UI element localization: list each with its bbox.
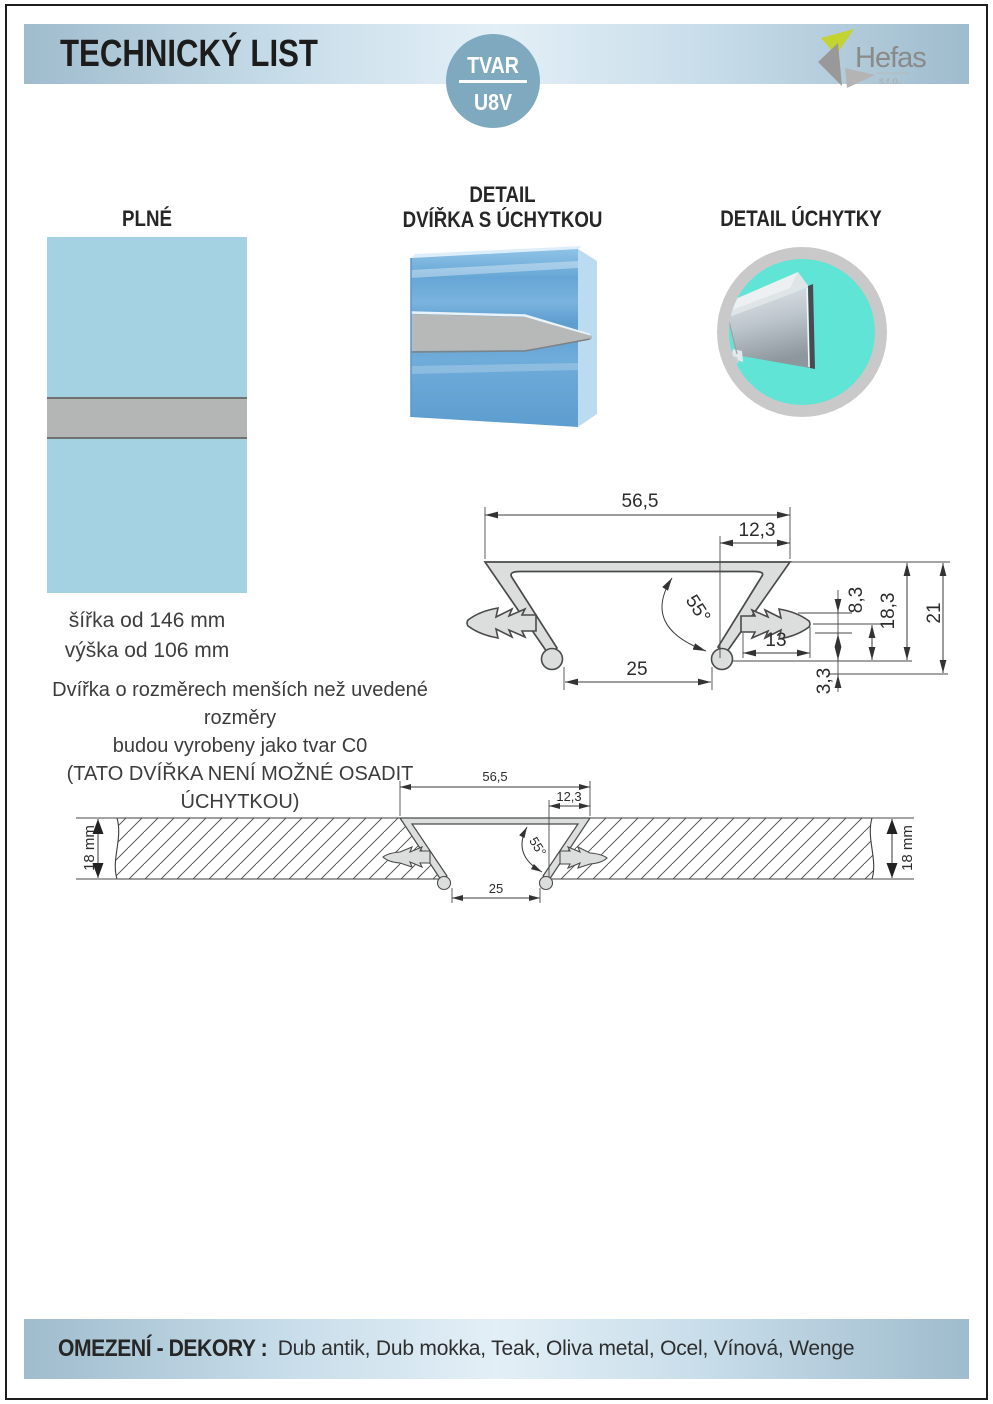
dim2-angle: 55°	[526, 834, 550, 859]
note-line3: (TATO DVÍŘKA NENÍ MOŽNÉ OSADIT ÚCHYTKOU)	[66, 763, 414, 813]
dim-width-bottom: 25	[626, 659, 648, 680]
logo-text: Hefas	[855, 42, 926, 74]
left-foot-small	[438, 877, 451, 890]
door-3d-image	[405, 243, 605, 433]
panel-section-drawing	[55, 765, 930, 910]
page-title: TECHNICKÝ LIST	[60, 33, 318, 75]
left-foot	[542, 649, 563, 670]
handle-detail-title: DETAIL ÚCHYTKY	[720, 206, 882, 231]
left-panel-section	[115, 818, 443, 879]
panel-sections	[115, 818, 873, 879]
shape-badge-code: U8V	[473, 89, 513, 115]
dim-height-total: 21	[924, 602, 945, 624]
door-front-panel	[47, 237, 247, 593]
shape-badge	[446, 34, 540, 128]
dim2-width-right: 12,3	[556, 789, 582, 804]
logo-suffix: s.r.o.	[879, 76, 901, 87]
door-detail-title-line1: DETAIL	[469, 182, 536, 207]
dim-width-right: 12,3	[738, 520, 776, 541]
profile-cross-section-drawing	[440, 485, 965, 705]
dim2-panel-left: 18 mm	[81, 825, 98, 871]
dim2-panel-right: 18 mm	[899, 825, 916, 871]
footer-decor-list: Dub antik, Dub mokka, Teak, Oliva metal, Ocel, Vínová, Wenge	[277, 1337, 855, 1360]
dim-barb-depth: 8,3	[846, 586, 867, 614]
handle-detail-image	[714, 244, 892, 422]
right-foot	[712, 649, 733, 670]
plne-title: PLNÉ	[122, 206, 172, 231]
door-detail-title-line2: DVÍŘKA S ÚCHYTKOU	[402, 207, 603, 232]
right-panel-section	[548, 818, 874, 879]
dim2-width-total: 56,5	[482, 769, 508, 784]
dim-barb-length: 13	[765, 630, 787, 651]
dim-depth-inner: 18,3	[878, 592, 899, 630]
shape-badge-top-label: TVAR	[467, 52, 519, 78]
note-line2: budou vyrobeny jako tvar C0	[112, 735, 368, 757]
dim-foot-offset: 3,3	[814, 667, 835, 695]
dim2-width-bottom: 25	[488, 881, 504, 896]
badge-divider	[459, 80, 527, 83]
dim-width-total: 56,5	[621, 491, 659, 512]
right-foot-small	[540, 877, 553, 890]
footer-bar	[24, 1319, 969, 1379]
footer-label: OMEZENÍ - DEKORY :	[58, 1335, 268, 1362]
door-handle-stripe	[47, 397, 247, 439]
company-logo	[805, 26, 955, 98]
caption-width: šířka od 146 mm	[68, 609, 226, 632]
caption-height: výška od 106 mm	[64, 639, 230, 662]
logo-gray-triangle-icon	[818, 43, 842, 86]
note-line1: Dvířka o rozměrech menších než uvedené rozměry	[52, 679, 428, 729]
panel-captions	[27, 606, 267, 666]
dim-angle: 55°	[680, 591, 715, 627]
